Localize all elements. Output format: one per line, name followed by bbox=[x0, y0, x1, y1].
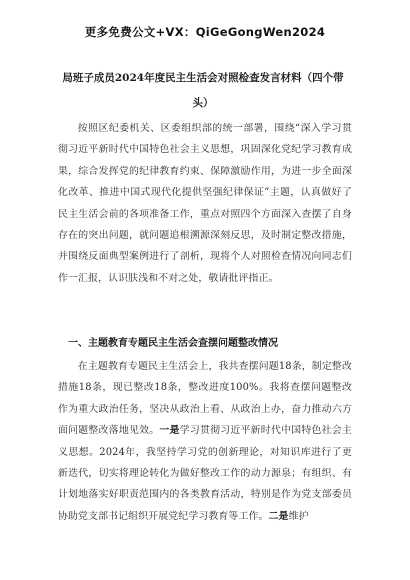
section-1-text-part-1: 在主题教育专题民主生活会上，我共查摆问题18条，制定整改措施18条，现已整改18条，整改进度100%。我将查摆问题整改作为重大政治任务，坚决从政治上看、从政治上办，奋力推动六方面问题整改落地见效。 bbox=[58, 361, 352, 437]
promo-header: 更多免费公文+VX：QiGeGongWen2024 bbox=[84, 25, 326, 39]
section-1-text-part-3: 维护 bbox=[288, 510, 309, 522]
section-1-paragraph bbox=[58, 356, 352, 527]
section-1-lead-2: 二是 bbox=[268, 510, 289, 522]
section-1-text-part-2: 学习贯彻习近平新时代中国特色社会主义思想。2024年，我坚持学习党的创新理论，对知识库进行了更新迭代，切实将理论转化为做好整改工作的动力源泉；有组织、有计划地落实好职责范围内的各类教育活动，特别是作为党支部委员协助党支部书记组织开展党纪学习教育等工作。 bbox=[58, 425, 352, 522]
intro-paragraph: 按照区纪委机关、区委组织部的统一部署，围绕“深入学习贯彻习近平新时代中国特色社会主义思想，巩固深化党纪学习教育成果，综合发挥党的纪律教育约束、保障激励作用，为进一步全面深化改革、推进中国式现代化提供坚强纪律保证”主题，认真做好了民主生活会前的各项准备工作，重点对照四个方面深入查摆了自身存在的突出问题，就问题追根溯源深刻反思，及时制定整改措施，并围绕反面典型案例进行了剖析，现将个人对照检查情况向同志们作一汇报，认识肤浅和不对之处，敬请批评指正。 bbox=[58, 123, 352, 284]
section-heading-1: 一、主题教育专题民主生活会查摆问题整改情况 bbox=[68, 338, 278, 349]
document-title: 局班子成员2024年度民主生活会对照检查发言材料（四个带头） bbox=[62, 72, 344, 109]
section-1-lead-1: 一是 bbox=[159, 425, 180, 437]
